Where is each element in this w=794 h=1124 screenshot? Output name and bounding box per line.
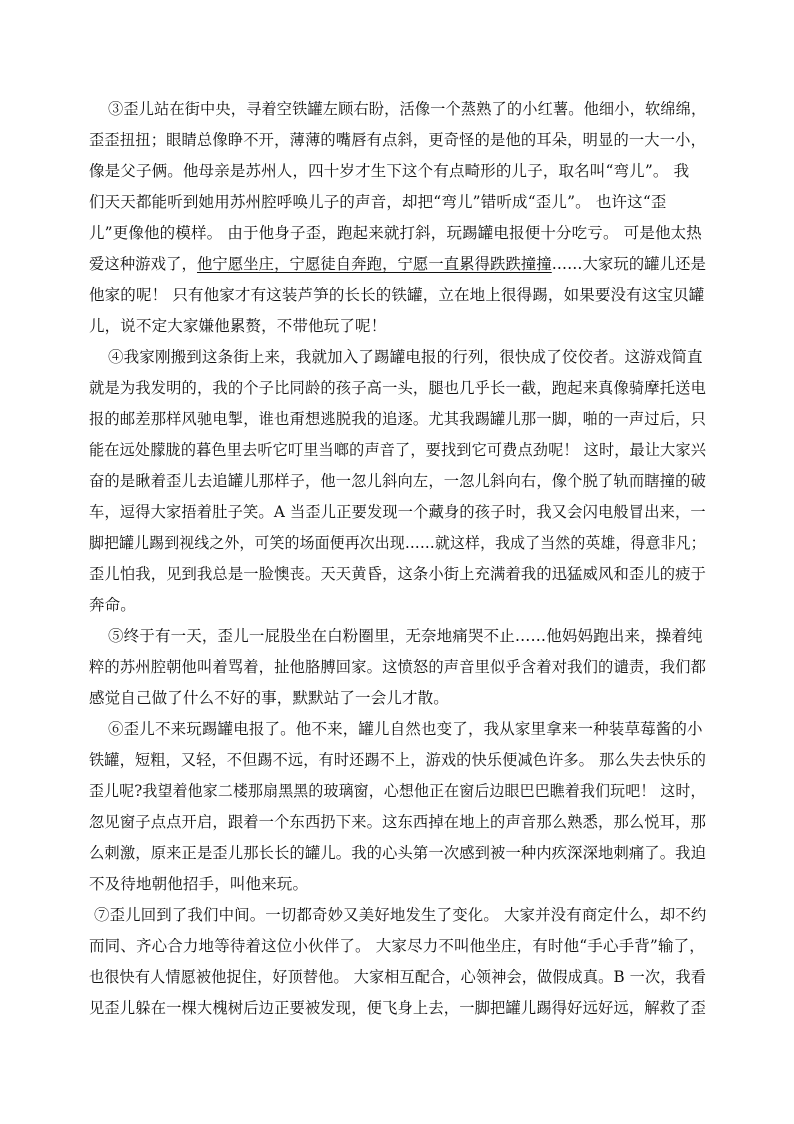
text-line: 就是为我发明的，我的个子比同龄的孩子高一头，腿也几乎长一截，跑起来真像骑摩托送电 [89,379,707,397]
text-line: ③歪儿站在街中央，寻着空铁罐左顾右盼，活像一个蒸熟了的小红薯。他细小，软绵绵， [108,100,707,118]
text-line: 歪儿呢?我望着他家二楼那扇黑黑的玻璃窗，心想他正在窗后边眼巴巴瞧着我们玩吧！ 这时， [89,782,706,800]
text-line: 也很快有人情愿被他捉住，好顶替他。 大家相互配合，心领神会，做假成真。B 一次，我看 [89,968,707,986]
text-line: 见歪儿躲在一棵大槐树后边正要被发现，便飞身上去，一脚把罐儿踢得好远好远，解救了歪 [89,999,707,1017]
text-line: 不及待地朝他招手，叫他来玩。 [89,875,309,893]
text-segment: 爱这种游戏了， [89,255,197,273]
text-line: 歪儿怕我，见到我总是一脸懊丧。天天黄昏，这条小街上充满着我的迅猛威风和歪儿的疲于 [89,565,707,583]
text-line: 们天天都能听到她用苏州腔呼唤儿子的声音，却把“弯儿”错听成“歪儿”。 也许这“歪 [89,193,667,211]
text-line: 粹的苏州腔朝他叫着骂着，扯他胳膊回家。这愤怒的声音里似乎含着对我们的谴责，我们都 [89,658,707,676]
underlined-sentence: 他宁愿坐庄，宁愿徒自奔跑，宁愿一直累得跌跌撞撞 [196,255,552,273]
text-line: 感觉自己做了什么不好的事，默默站了一会儿才散。 [89,689,449,707]
text-line: 像是父子俩。他母亲是苏州人，四十岁才生下这个有点畸形的儿子，取名叫“弯儿”。 我 [89,162,690,180]
text-line: 忽见窗子点点开启，跟着一个东西扔下来。这东西掉在地上的声音那么熟悉，那么悦耳，那 [89,813,707,831]
text-line: 车，逗得大家捂着肚子笑。A 当歪儿正要发现一个藏身的孩子时，我又会闪电般冒出来，一 [89,503,706,521]
text-line: ⑦歪儿回到了我们中间。一切都奇妙又美好地发生了变化。 大家并没有商定什么，却不约 [94,906,707,924]
text-segment: ……大家玩的罐儿还是 [551,255,707,273]
text-line: 能在远处朦胧的暮色里去听它叮里当啷的声音了，要找到它可费点劲呢！ 这时，最让大家兴 [89,441,707,459]
text-line: 儿”更像他的模样。 由于他身子歪，跑起来就打斜，玩踢罐电报便十分吃亏。 可是他太热 [89,224,702,242]
text-line: 奔命。 [89,596,136,614]
text-line: 报的邮差那样风驰电掣，谁也甭想逃脱我的追逐。尤其我踢罐儿那一脚，啪的一声过后，只 [89,410,707,428]
text-line [89,254,706,274]
text-line: 么刺激，原来正是歪儿那长长的罐儿。我的心头第一次感到被一种内疚深深地刺痛了。我迫 [89,844,707,862]
text-line: 奋的是瞅着歪儿去追罐儿那样子，他一忽儿斜向左，一忽儿斜向右，像个脱了轨而瞎撞的破 [89,472,707,490]
text-line: 他家的呢！ 只有他家才有这装芦笋的长长的铁罐，立在地上很得踢，如果要没有这宝贝罐 [89,286,705,304]
text-line: ④我家刚搬到这条街上来，我就加入了踢罐电报的行列，很快成了佼佼者。这游戏简直 [108,348,703,366]
text-line: 铁罐，短粗，又轻，不但踢不远，有时还踢不上，游戏的快乐便减色许多。 那么失去快乐的 [89,751,707,769]
text-line: ⑥歪儿不来玩踢罐电报了。他不来，罐儿自然也变了，我从家里拿来一种装草莓酱的小 [108,720,703,738]
text-line: 脚把罐儿踢到视线之外，可笑的场面便再次出现……就这样，我成了当然的英雄，得意非凡； [89,534,706,552]
text-line: ⑤终于有一天，歪儿一屁股坐在白粉圈里，无奈地痛哭不止……他妈妈跑出来，操着纯 [108,627,703,645]
text-line: 歪歪扭扭；眼睛总像睁不开，薄薄的嘴唇有点斜，更奇怪的是他的耳朵，明显的一大一小， [89,131,707,149]
text-line: 儿，说不定大家嫌他累赘，不带他玩了呢！ [89,317,387,335]
text-line: 而同、齐心合力地等待着这位小伙伴了。 大家尽力不叫他坐庄，有时他“手心手背”输了， [89,937,705,955]
